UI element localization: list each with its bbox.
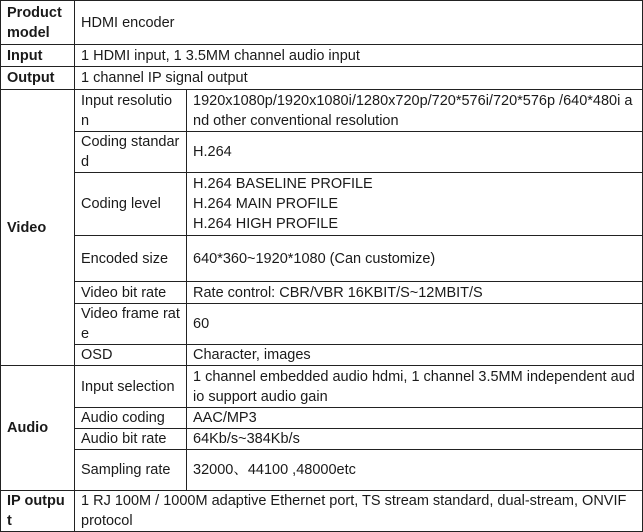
audio-label: Audio	[1, 366, 75, 491]
row-video-bit-rate	[1, 282, 643, 304]
ip-output-label: IP output	[1, 491, 75, 532]
video-item-name: Input resolution	[75, 90, 187, 132]
row-product-model	[1, 1, 643, 45]
video-item-value: 640*360~1920*1080 (Can customize)	[187, 236, 643, 282]
row-input	[1, 45, 643, 67]
product-model-label: Product model	[1, 1, 75, 45]
row-video-encoded-size	[1, 236, 643, 282]
row-ip-output	[1, 491, 643, 532]
audio-item-value: 32000、44100 ,48000etc	[187, 450, 643, 491]
audio-item-name: Audio bit rate	[75, 429, 187, 450]
video-item-value: Character, images	[187, 345, 643, 366]
row-video-input-resolution	[1, 90, 643, 132]
row-audio-coding	[1, 408, 643, 429]
row-output	[1, 67, 643, 90]
video-item-name: Video bit rate	[75, 282, 187, 304]
row-video-coding-standard	[1, 132, 643, 173]
video-label: Video	[1, 90, 75, 366]
video-item-value: 1920x1080p/1920x1080i/1280x720p/720*576i/720*576p /640*480i and other conventional resolution	[187, 90, 643, 132]
audio-item-name: Sampling rate	[75, 450, 187, 491]
ip-output-value: 1 RJ 100M / 1000M adaptive Ethernet port, TS stream standard, dual-stream, ONVIF protocol	[75, 491, 643, 532]
video-item-name: Coding level	[75, 173, 187, 236]
video-item-name: OSD	[75, 345, 187, 366]
audio-item-value: 64Kb/s~384Kb/s	[187, 429, 643, 450]
video-item-value: 60	[187, 304, 643, 345]
coding-level-profile: H.264 MAIN PROFILE	[193, 196, 339, 212]
output-label: Output	[1, 67, 75, 90]
coding-level-profile: H.264 HIGH PROFILE	[193, 216, 339, 232]
audio-item-value: AAC/MP3	[187, 408, 643, 429]
coding-level-profile: H.264 BASELINE PROFILE	[193, 176, 373, 192]
row-audio-bit-rate	[1, 429, 643, 450]
video-item-name: Encoded size	[75, 236, 187, 282]
row-audio-sampling-rate	[1, 450, 643, 491]
audio-item-value: 1 channel embedded audio hdmi, 1 channel 3.5MM independent audio support audio gain	[187, 366, 643, 408]
video-item-value: Rate control: CBR/VBR 16KBIT/S~12MBIT/S	[187, 282, 643, 304]
row-video-osd	[1, 345, 643, 366]
row-video-coding-level	[1, 173, 643, 236]
row-audio-input-selection	[1, 366, 643, 408]
video-item-name: Video frame rate	[75, 304, 187, 345]
row-video-frame-rate	[1, 304, 643, 345]
output-value: 1 channel IP signal output	[75, 67, 643, 90]
product-model-value: HDMI encoder	[75, 1, 643, 45]
input-value: 1 HDMI input, 1 3.5MM channel audio input	[75, 45, 643, 67]
audio-item-name: Input selection	[75, 366, 187, 408]
video-item-name: Coding standard	[75, 132, 187, 173]
audio-item-name: Audio coding	[75, 408, 187, 429]
coding-level-values	[187, 173, 643, 236]
video-item-value: H.264	[187, 132, 643, 173]
input-label: Input	[1, 45, 75, 67]
